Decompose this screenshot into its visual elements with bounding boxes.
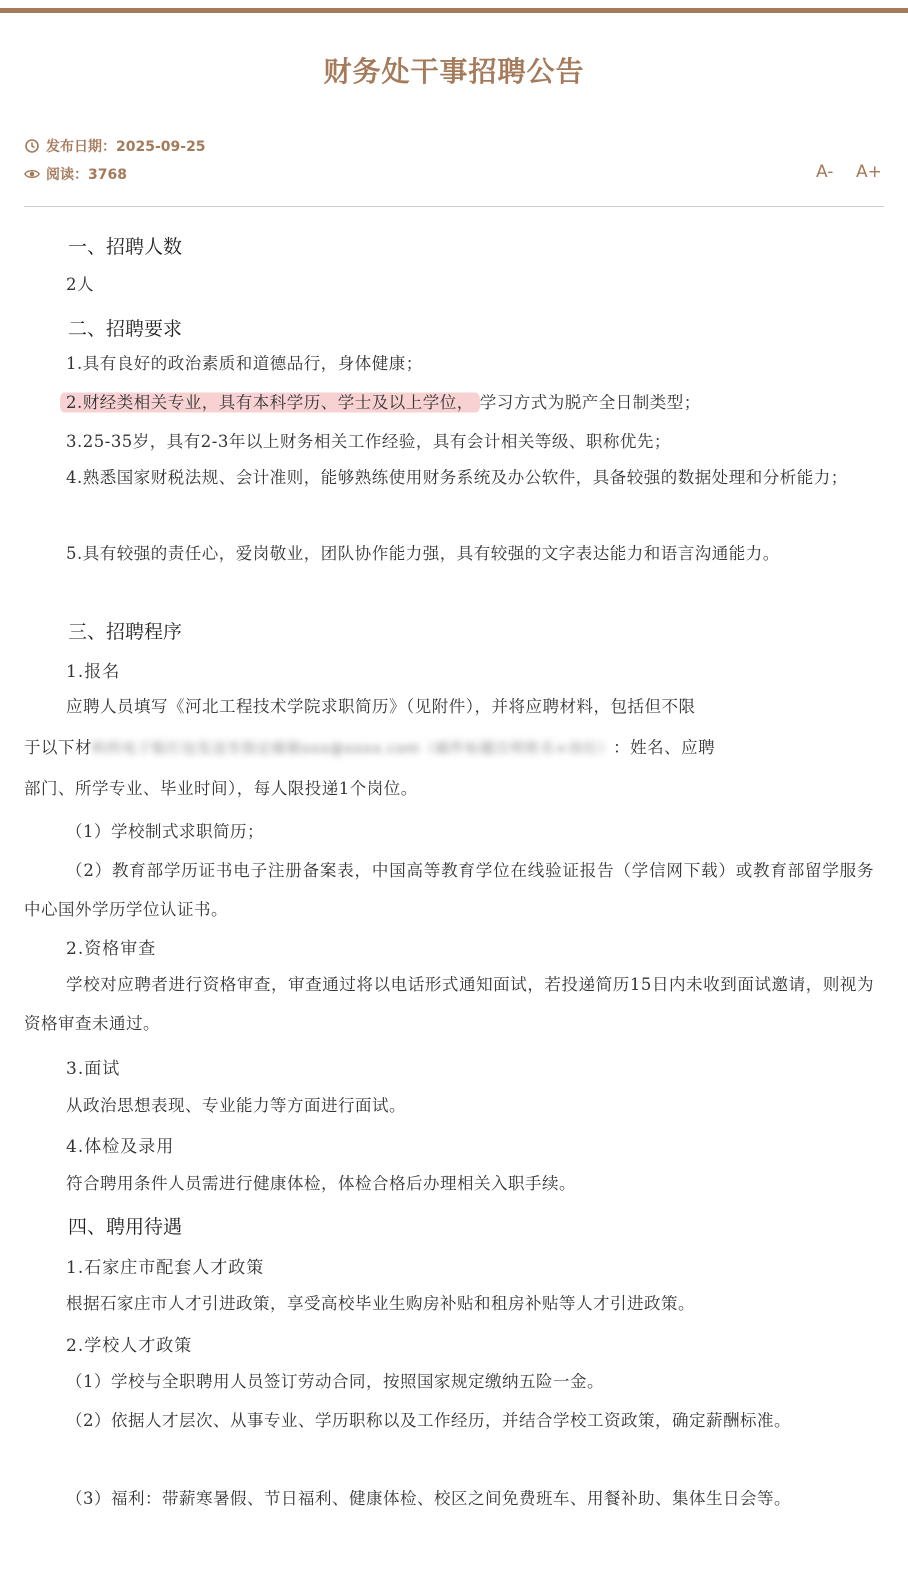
requirement-3: 3.25-35岁，具有2-3年以上财务相关工作经验，具有会计相关等级、职称优先； — [66, 432, 671, 451]
step-4-title: 4.体检及录用 — [66, 1137, 175, 1157]
step-3-title: 3.面试 — [66, 1059, 121, 1079]
blurred-email-region — [92, 728, 613, 769]
benefit-2-item-3: （3）福利：带薪寒暑假、节日福利、健康体检、校区之间免费班车、用餐补助、集体生日会等。 — [66, 1489, 791, 1508]
view-count-text: 阅读：3768 — [46, 167, 127, 183]
requirement-2 — [24, 383, 874, 422]
benefit-1-text: 根据石家庄市人才引进政策，享受高校毕业生购房补贴和租房补贴等人才引进政策。 — [66, 1294, 695, 1313]
section-heading-procedure: 三、招聘程序 — [68, 621, 183, 643]
benefit-2-item-1: （1）学校与全职聘用人员签订劳动合同，按照国家规定缴纳五险一金。 — [66, 1372, 604, 1391]
section-heading-benefits: 四、聘用待遇 — [68, 1216, 183, 1238]
publish-date-text: 发布日期：2025-09-25 — [46, 139, 206, 155]
header-divider — [24, 206, 884, 207]
requirement-4: 4.熟悉国家财税法规、会计准则，能够熟练使用财务系统及办公软件，具备较强的数据处理和分析能力； — [66, 468, 848, 487]
section-heading-count: 一、招聘人数 — [68, 236, 183, 258]
step-1-line-2-prefix: 于以下材 — [24, 738, 92, 757]
publish-date — [24, 136, 206, 156]
blurred-email-text: 料的电子版打包发送至指定邮箱xxx@xxxx.com（邮件标题注明姓名+岗位） — [92, 741, 614, 757]
eye-icon — [24, 166, 40, 182]
step-3-text: 从政治思想表现、专业能力等方面进行面试。 — [66, 1096, 406, 1115]
view-count — [24, 164, 127, 184]
clock-icon — [24, 138, 40, 154]
step-2-title: 2.资格审查 — [66, 939, 157, 959]
requirement-5: 5.具有较强的责任心，爱岗敬业，团队协作能力强，具有较强的文字表达能力和语言沟通能力。 — [66, 544, 780, 563]
step-1-line-2-suffix: ：姓名、应聘 — [613, 738, 716, 757]
step-1-title: 1.报名 — [66, 662, 121, 682]
benefit-2-title: 2.学校人才政策 — [66, 1336, 193, 1356]
benefit-2-item-2: （2）依据人才层次、从事专业、学历职称以及工作经历，并结合学校工资政策，确定薪酬标准。 — [66, 1411, 791, 1430]
step-4-text: 符合聘用条件人员需进行健康体检，体检合格后办理相关入职手续。 — [66, 1174, 576, 1193]
font-increase-button[interactable]: A+ — [856, 162, 882, 182]
step-1-item-2: （2）教育部学历证书电子注册备案表，中国高等教育学位在线验证报告（学信网下载）或教育部留学服务中心国外学历学位认证书。 — [24, 861, 874, 919]
requirement-2-rest: 学习方式为脱产全日制类型； — [479, 393, 701, 412]
requirement-1: 1.具有良好的政治素质和道德品行，身体健康； — [66, 354, 423, 373]
section-heading-requirements: 二、招聘要求 — [68, 318, 183, 340]
step-2-text: 学校对应聘者进行资格审查，审查通过将以电话形式通知面试，若投递简历15日内未收到面试邀请，则视为资格审查未通过。 — [24, 975, 874, 1033]
recruit-count-text: 2人 — [66, 275, 94, 294]
step-1-line-2 — [24, 728, 874, 769]
step-1-line-3: 部门、所学专业、毕业时间），每人限投递1个岗位。 — [24, 779, 418, 798]
font-decrease-button[interactable]: A- — [816, 162, 834, 182]
page-title: 财务处干事招聘公告 — [323, 55, 585, 88]
benefit-1-title: 1.石家庄市配套人才政策 — [66, 1258, 265, 1278]
step-1-line-1: 应聘人员填写《河北工程技术学院求职简历》（见附件），并将应聘材料，包括但不限 — [66, 697, 696, 716]
step-1-item-1: （1）学校制式求职简历； — [66, 822, 264, 841]
top-accent-bar — [0, 8, 908, 13]
requirement-2-highlight: 2.财经类相关专业，具有本科学历、学士及以上学位， — [60, 391, 480, 414]
